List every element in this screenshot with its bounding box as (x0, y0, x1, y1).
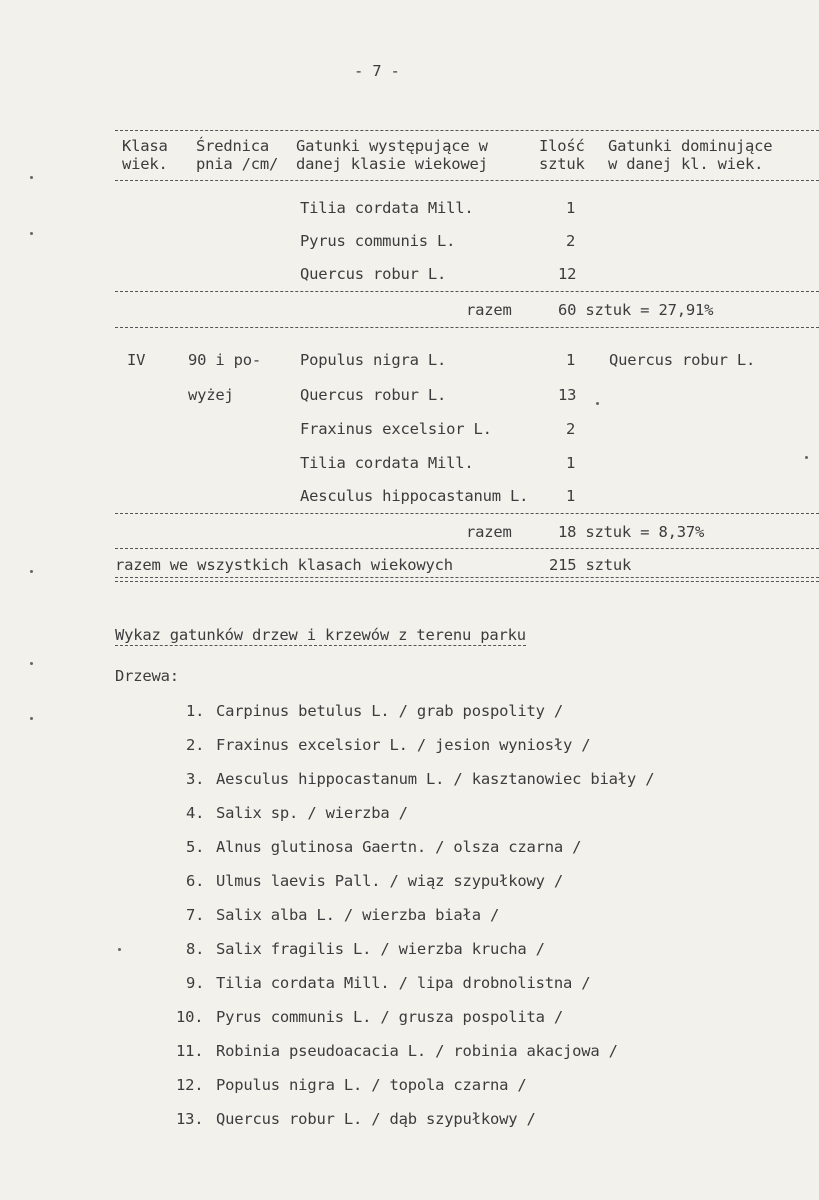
table-row-count: 1 (566, 351, 576, 369)
scan-speck (30, 176, 33, 179)
table-row-species: Tilia cordata Mill. (300, 199, 474, 217)
list-item-number: 7. (186, 906, 205, 924)
table-row-count: 1 (566, 199, 576, 217)
list-item: Robinia pseudoacacia L. / robinia akacjowa / (216, 1042, 618, 1060)
header-species-line2: danej klasie wiekowej (296, 155, 488, 173)
list-item: Alnus glutinosa Gaertn. / olsza czarna / (216, 838, 582, 856)
table-row-species: Quercus robur L. (300, 386, 447, 404)
scan-speck (118, 948, 121, 951)
table-row-species: Fraxinus excelsior L. (300, 420, 492, 438)
list-item-number: 5. (186, 838, 205, 856)
table-row-count: 2 (566, 232, 576, 250)
table-row-count: 1 (566, 454, 576, 472)
list-item: Aesculus hippocastanum L. / kasztanowiec biały / (216, 770, 655, 788)
list-item-number: 12. (176, 1076, 204, 1094)
table-row-species: Tilia cordata Mill. (300, 454, 474, 472)
scan-speck (30, 662, 33, 665)
scan-speck (30, 717, 33, 720)
dominant-species: Quercus robur L. (609, 351, 756, 369)
scan-speck (596, 402, 599, 405)
table-row-count: 12 (558, 265, 577, 283)
table-row-count: 13 (558, 386, 577, 404)
page-number: - 7 - (354, 62, 400, 80)
subtotal-label: razem (466, 523, 512, 541)
header-class-line2: wiek. (122, 155, 168, 173)
list-item: Salix alba L. / wierzba biała / (216, 906, 500, 924)
grand-total-label: razem we wszystkich klasach wiekowych (115, 556, 453, 574)
group-separator-rule (115, 548, 819, 549)
list-item-number: 2. (186, 736, 205, 754)
subtotal-value: 60 sztuk = 27,91% (558, 301, 714, 319)
subtotal-rule (115, 291, 819, 292)
table-end-double-rule (115, 577, 819, 578)
scan-speck (30, 570, 33, 573)
list-item: Salix fragilis L. / wierzba krucha / (216, 940, 545, 958)
list-item: Tilia cordata Mill. / lipa drobnolistna / (216, 974, 591, 992)
table-row-species: Pyrus communis L. (300, 232, 456, 250)
table-row-species: Populus nigra L. (300, 351, 447, 369)
section-title: Wykaz gatunków drzew i krzewów z terenu parku (115, 626, 526, 644)
list-item-number: 6. (186, 872, 205, 890)
header-count-line2: sztuk (539, 155, 585, 173)
header-dominant: Gatunki dominujące (608, 137, 773, 155)
list-item: Pyrus communis L. / grusza pospolita / (216, 1008, 564, 1026)
subtotal-label: razem (466, 301, 512, 319)
list-item: Populus nigra L. / topola czarna / (216, 1076, 527, 1094)
grand-total-value: 215 sztuk (549, 556, 632, 574)
trees-label: Drzewa: (115, 667, 179, 685)
list-item-number: 10. (176, 1008, 204, 1026)
list-item-number: 11. (176, 1042, 204, 1060)
list-item: Quercus robur L. / dąb szypułkowy / (216, 1110, 536, 1128)
list-item-number: 4. (186, 804, 205, 822)
list-item: Ulmus laevis Pall. / wiąz szypułkowy / (216, 872, 564, 890)
header-species: Gatunki występujące w (296, 137, 488, 155)
age-class: IV (127, 351, 146, 369)
table-row-species: Quercus robur L. (300, 265, 447, 283)
table-row-count: 2 (566, 420, 576, 438)
diameter-line2: wyżej (188, 386, 234, 404)
header-count: Ilość (539, 137, 585, 155)
header-class: Klasa (122, 137, 168, 155)
scan-speck (805, 456, 808, 459)
list-item-number: 9. (186, 974, 205, 992)
list-item-number: 3. (186, 770, 205, 788)
group-separator-rule (115, 327, 819, 328)
header-bottom-rule (115, 180, 819, 181)
table-row-count: 1 (566, 487, 576, 505)
header-diameter-line2: pnia /cm/ (196, 155, 279, 173)
table-top-rule (115, 130, 819, 131)
diameter: 90 i po- (188, 351, 262, 369)
scan-speck (30, 232, 33, 235)
subtotal-value: 18 sztuk = 8,37% (558, 523, 705, 541)
table-row-species: Aesculus hippocastanum L. (300, 487, 529, 505)
subtotal-rule (115, 513, 819, 514)
list-item: Salix sp. / wierzba / (216, 804, 408, 822)
header-diameter: Średnica (196, 137, 270, 155)
list-item-number: 13. (176, 1110, 204, 1128)
header-dominant-line2: w danej kl. wiek. (608, 155, 764, 173)
list-item: Carpinus betulus L. / grab pospolity / (216, 702, 564, 720)
list-item-number: 1. (186, 702, 205, 720)
list-item-number: 8. (186, 940, 205, 958)
list-item: Fraxinus excelsior L. / jesion wyniosły / (216, 736, 591, 754)
